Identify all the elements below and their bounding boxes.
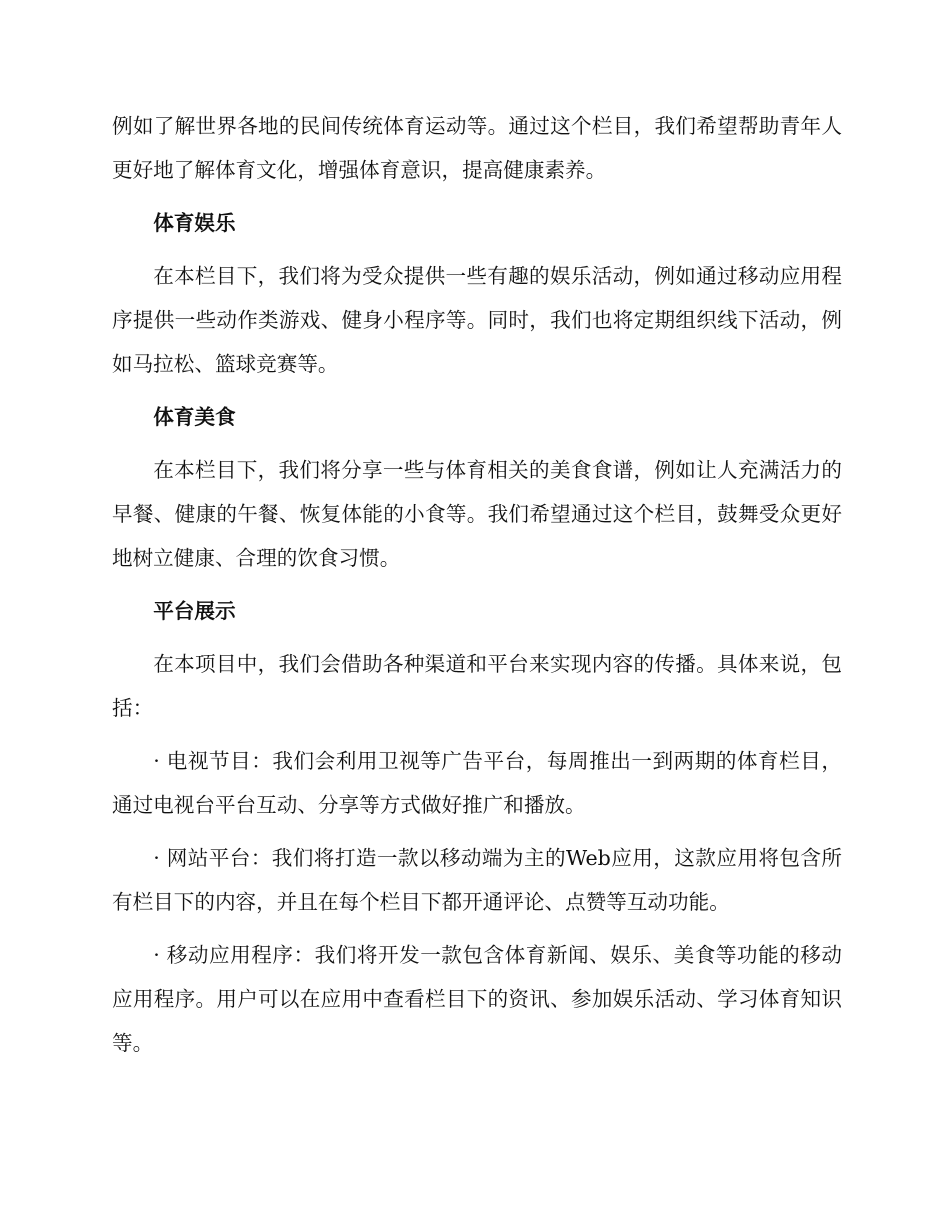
paragraph-sports-food: 在本栏目下，我们将分享一些与体育相关的美食食谱，例如让人充满活力的早餐、健康的午餐、恢复体能的小食等。我们希望通过这个栏目，鼓舞受众更好地树立健康、合理的饮食习惯。 bbox=[112, 458, 842, 570]
list-item-tv-program: · 电视节目：我们会利用卫视等广告平台，每周推出一到两期的体育栏目，通过电视台平台互动、分享等方式做好推广和播放。 bbox=[112, 749, 842, 817]
spacer bbox=[112, 924, 842, 933]
spacer bbox=[112, 192, 842, 201]
spacer bbox=[112, 386, 842, 395]
spacer bbox=[112, 580, 842, 589]
document-page bbox=[112, 104, 842, 1065]
list-item-website-platform: · 网站平台：我们将打造一款以移动端为主的Web应用，这款应用将包含所有栏目下的内容，并且在每个栏目下都开通评论、点赞等互动功能。 bbox=[112, 846, 842, 914]
heading-platform-display: 平台展示 bbox=[153, 599, 236, 623]
spacer bbox=[112, 633, 842, 642]
spacer bbox=[112, 827, 842, 836]
heading-sports-entertainment: 体育娱乐 bbox=[153, 211, 236, 235]
paragraph-sports-entertainment: 在本栏目下，我们将为受众提供一些有趣的娱乐活动，例如通过移动应用程序提供一些动作类游戏、健身小程序等。同时，我们也将定期组织线下活动，例如马拉松、篮球竞赛等。 bbox=[112, 264, 842, 376]
heading-sports-food: 体育美食 bbox=[153, 405, 236, 429]
paragraph-intro-continuation: 例如了解世界各地的民间传统体育运动等。通过这个栏目，我们希望帮助青年人更好地了解体育文化，增强体育意识，提高健康素养。 bbox=[112, 114, 842, 182]
spacer bbox=[112, 245, 842, 254]
spacer bbox=[112, 730, 842, 739]
list-item-mobile-app: · 移动应用程序：我们将开发一款包含体育新闻、娱乐、美食等功能的移动应用程序。用户可以在应用中查看栏目下的资讯、参加娱乐活动、学习体育知识等。 bbox=[112, 943, 842, 1055]
spacer bbox=[112, 439, 842, 448]
paragraph-platform-intro: 在本项目中，我们会借助各种渠道和平台来实现内容的传播。具体来说，包括： bbox=[112, 652, 842, 720]
